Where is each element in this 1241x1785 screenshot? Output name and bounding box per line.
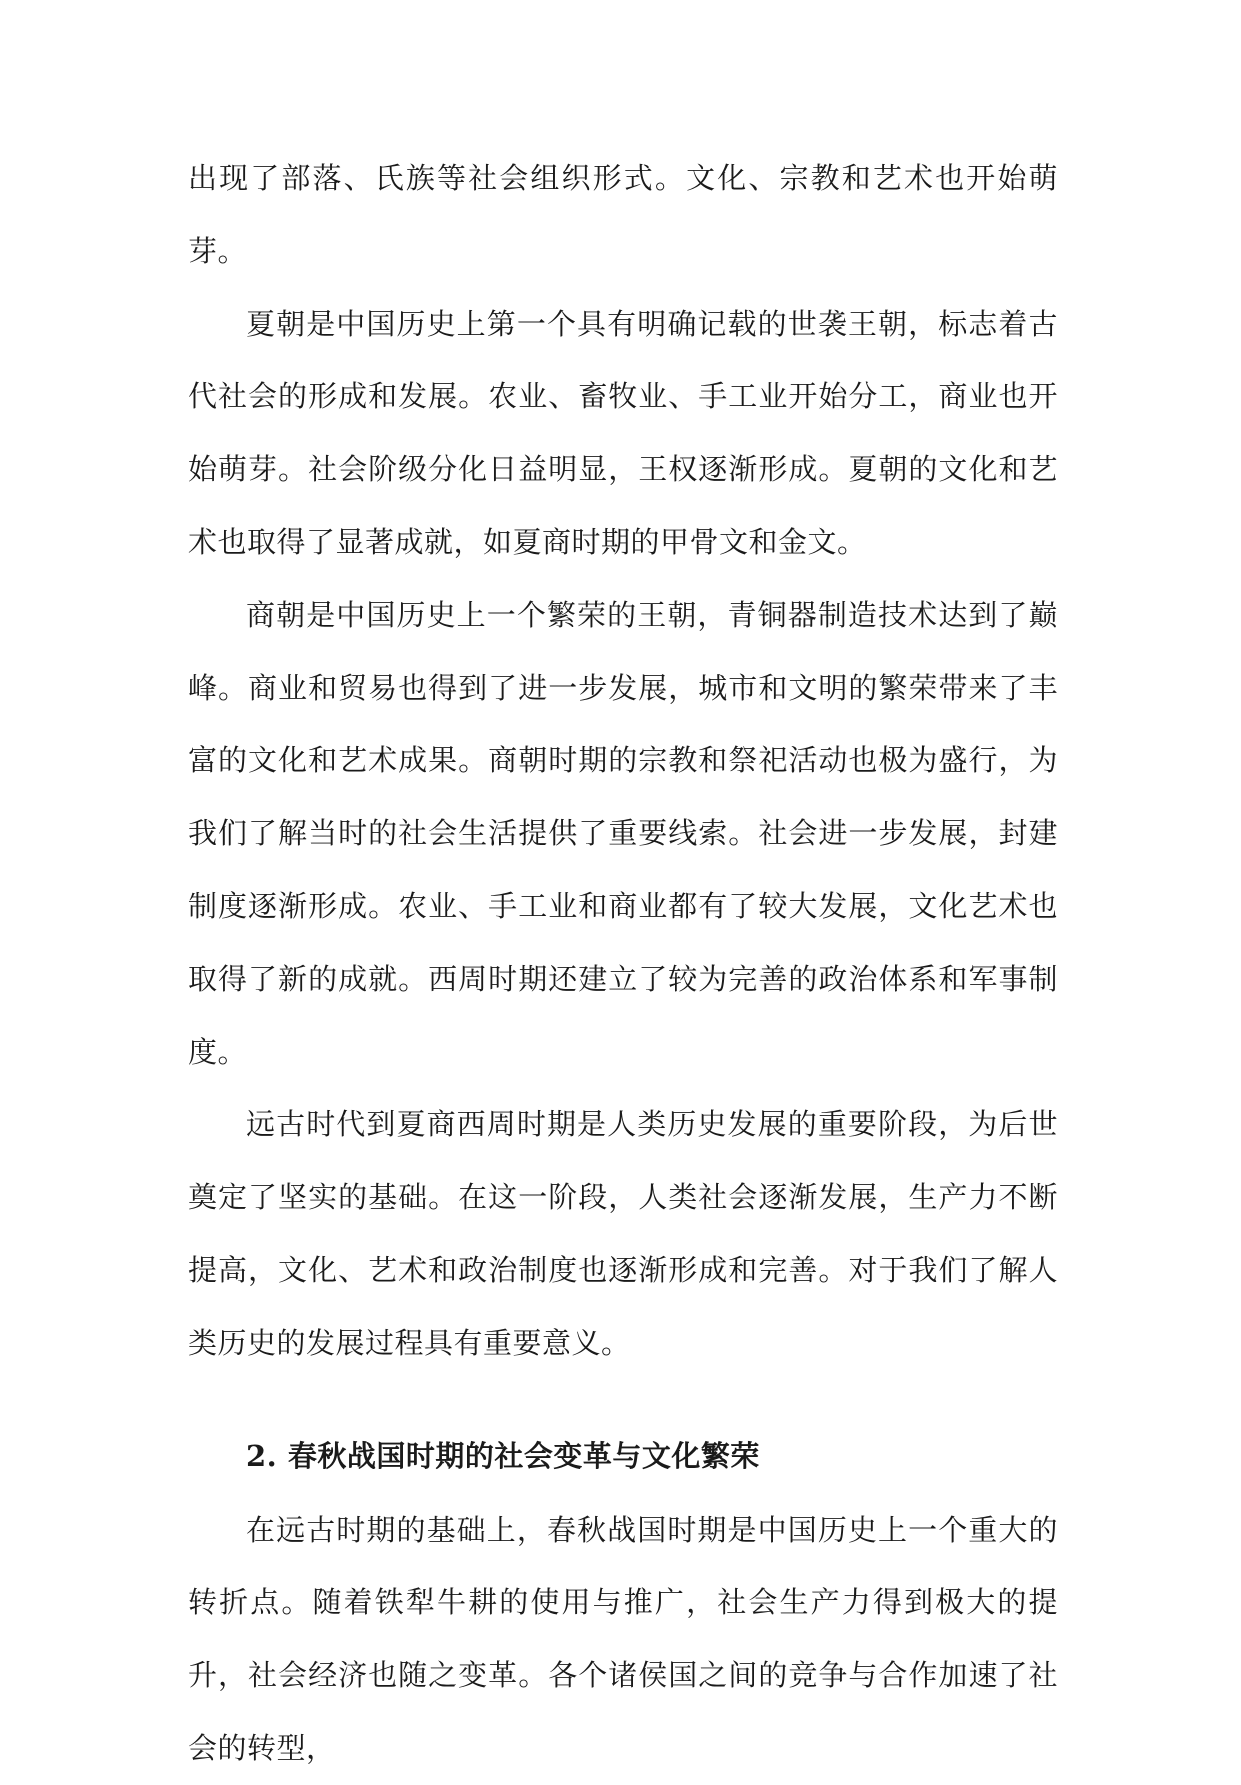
document-body: [188, 142, 1058, 1785]
section-heading: 2. 春秋战国时期的社会变革与文化繁荣: [246, 1438, 760, 1473]
paragraph-summary: 远古时代到夏商西周时期是人类历史发展的重要阶段，为后世奠定了坚实的基础。在这一阶段，人类社会逐渐发展，生产力不断提高，文化、艺术和政治制度也逐渐形成和完善。对于我们了解人类历史的发展过程具有重要意义。: [188, 1107, 1058, 1360]
paragraph-xia-dynasty: 夏朝是中国历史上第一个具有明确记载的世袭王朝，标志着古代社会的形成和发展。农业、畜牧业、手工业开始分工，商业也开始萌芽。社会阶级分化日益明显，王权逐渐形成。夏朝的文化和艺术也取得了显著成就，如夏商时期的甲骨文和金文。: [188, 306, 1058, 559]
paragraph-spring-autumn: 在远古时期的基础上，春秋战国时期是中国历史上一个重大的转折点。随着铁犁牛耕的使用与推广，社会生产力得到极大的提升，社会经济也随之变革。各个诸侯国之间的竞争与合作加速了社会的转型，: [188, 1512, 1058, 1765]
paragraph-shang-dynasty: 商朝是中国历史上一个繁荣的王朝，青铜器制造技术达到了巅峰。商业和贸易也得到了进一步发展，城市和文明的繁荣带来了丰富的文化和艺术成果。商朝时期的宗教和祭祀活动也极为盛行，为我们了解当时的社会生活提供了重要线索。社会进一步发展，封建制度逐渐形成。农业、手工业和商业都有了较大发展，文化艺术也取得了新的成就。西周时期还建立了较为完善的政治体系和军事制度。: [188, 597, 1058, 1069]
paragraph-continuation: 出现了部落、氏族等社会组织形式。文化、宗教和艺术也开始萌芽。: [188, 161, 1058, 268]
